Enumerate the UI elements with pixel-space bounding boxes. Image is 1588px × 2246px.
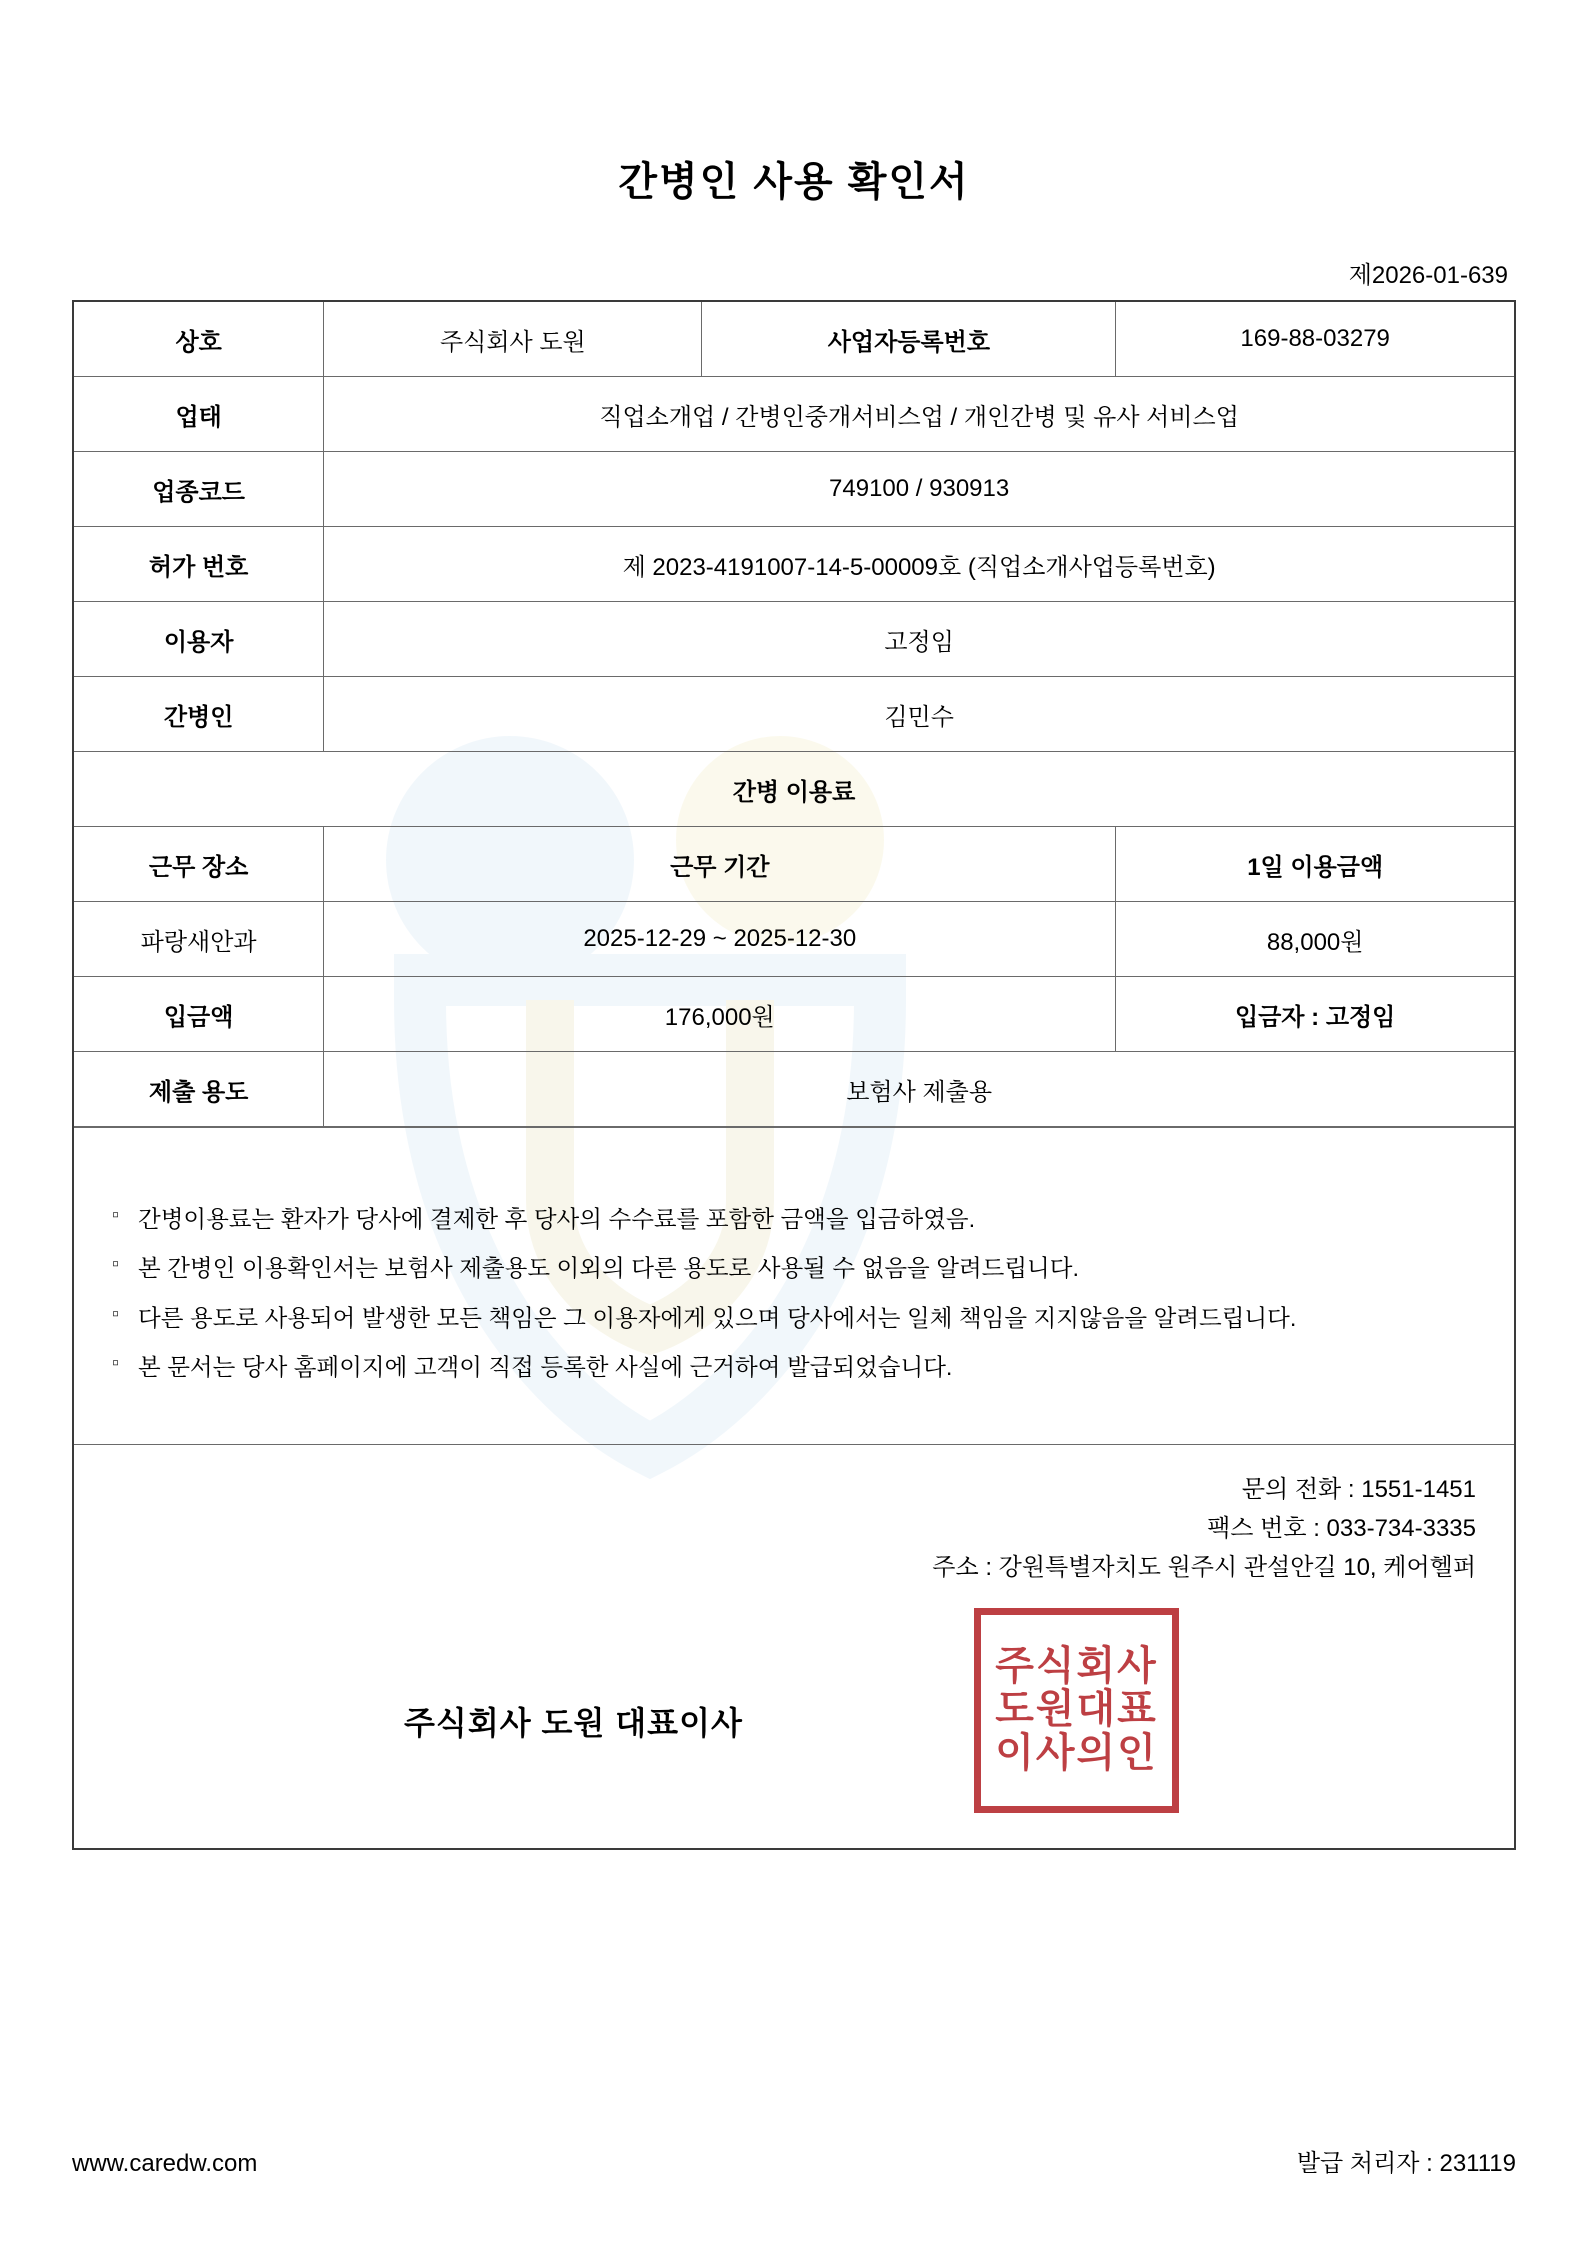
value-industry-code: 749100 / 930913 — [324, 452, 1514, 527]
page-title: 간병인 사용 확인서 — [618, 160, 970, 204]
value-company-name: 주식회사 도원 — [324, 302, 702, 377]
issuer-info: 발급 처리자 : 231119 — [1296, 2150, 1516, 2177]
label-business-type: 업태 — [74, 377, 324, 452]
label-caregiver: 간병인 — [74, 677, 324, 752]
document-number: 제2026-01-639 — [1348, 262, 1508, 289]
value-purpose: 보험사 제출용 — [324, 1052, 1514, 1127]
label-work-period: 근무 기간 — [324, 827, 1116, 902]
value-daily-fee: 88,000원 — [1116, 902, 1514, 977]
certificate-sheet — [72, 300, 1516, 1850]
signature-section — [74, 1598, 1514, 1848]
table-row — [74, 602, 1514, 677]
label-license-number: 허가 번호 — [74, 527, 324, 602]
value-deposit-amount: 176,000원 — [324, 977, 1116, 1052]
value-business-type: 직업소개업 / 간병인중개서비스업 / 개인간병 및 유사 서비스업 — [324, 377, 1514, 452]
table-row — [74, 377, 1514, 452]
contact-fax: 팩스 번호 : 033-734-3335 — [1207, 1514, 1476, 1542]
list-item: ▫ 간병이용료는 환자가 당사에 결제한 후 당사의 수수료를 포함한 금액을 입금하였음. — [108, 1198, 1480, 1241]
fee-section-title: 간병 이용료 — [74, 752, 1514, 827]
label-purpose: 제출 용도 — [74, 1052, 324, 1127]
table-row — [74, 302, 1514, 377]
contact-phone: 문의 전화 : 1551-1451 — [1241, 1475, 1476, 1503]
contact-address: 주소 : 강원특별자치도 원주시 관설안길 10, 케어헬퍼 — [932, 1553, 1476, 1581]
deposit-row — [74, 977, 1514, 1052]
table-row — [74, 527, 1514, 602]
info-table — [74, 302, 1514, 1127]
fee-section-title-row — [74, 752, 1514, 827]
signature-name: 주식회사 도원 대표이사 — [404, 1704, 743, 1741]
notes-section — [74, 1127, 1514, 1444]
contact-section — [74, 1444, 1514, 1598]
list-item: ▫ 본 문서는 당사 홈페이지에 고객이 직접 등록한 사실에 근거하여 발급되었습니다. — [108, 1346, 1480, 1389]
value-work-place: 파랑새안과 — [74, 902, 324, 977]
table-row — [74, 452, 1514, 527]
list-item: ▫ 다른 용도로 사용되어 발생한 모든 책임은 그 이용자에게 있으며 당사에서는 일체 책임을 지지않음을 알려드립니다. — [108, 1297, 1480, 1340]
label-deposit-amount: 입금액 — [74, 977, 324, 1052]
value-depositor: 입금자 : 고정임 — [1116, 977, 1514, 1052]
value-business-number: 169-88-03279 — [1116, 302, 1514, 377]
list-item: ▫ 본 간병인 이용확인서는 보험사 제출용도 이외의 다른 용도로 사용될 수 없음을 알려드립니다. — [108, 1247, 1480, 1290]
value-work-period: 2025-12-29 ~ 2025-12-30 — [324, 902, 1116, 977]
label-company-name: 상호 — [74, 302, 324, 377]
label-daily-fee: 1일 이용금액 — [1116, 827, 1514, 902]
label-business-number: 사업자등록번호 — [702, 302, 1116, 377]
label-work-place: 근무 장소 — [74, 827, 324, 902]
value-caregiver: 김민수 — [324, 677, 1514, 752]
value-user: 고정임 — [324, 602, 1514, 677]
purpose-row — [74, 1052, 1514, 1127]
label-user: 이용자 — [74, 602, 324, 677]
table-row — [74, 677, 1514, 752]
page-footer — [72, 2143, 1516, 2178]
label-industry-code: 업종코드 — [74, 452, 324, 527]
value-license-number: 제 2023-4191007-14-5-00009호 (직업소개사업등록번호) — [324, 527, 1514, 602]
stamp-line-1: 주식회사 — [995, 1643, 1158, 1690]
website-link[interactable]: www.caredw.com — [72, 2150, 258, 2177]
company-seal-stamp — [974, 1608, 1179, 1813]
fee-value-row — [74, 902, 1514, 977]
stamp-line-3: 이사의인 — [995, 1729, 1158, 1776]
notes-list — [108, 1198, 1480, 1390]
fee-header-row — [74, 827, 1514, 902]
stamp-line-2: 도원대표 — [995, 1686, 1158, 1733]
